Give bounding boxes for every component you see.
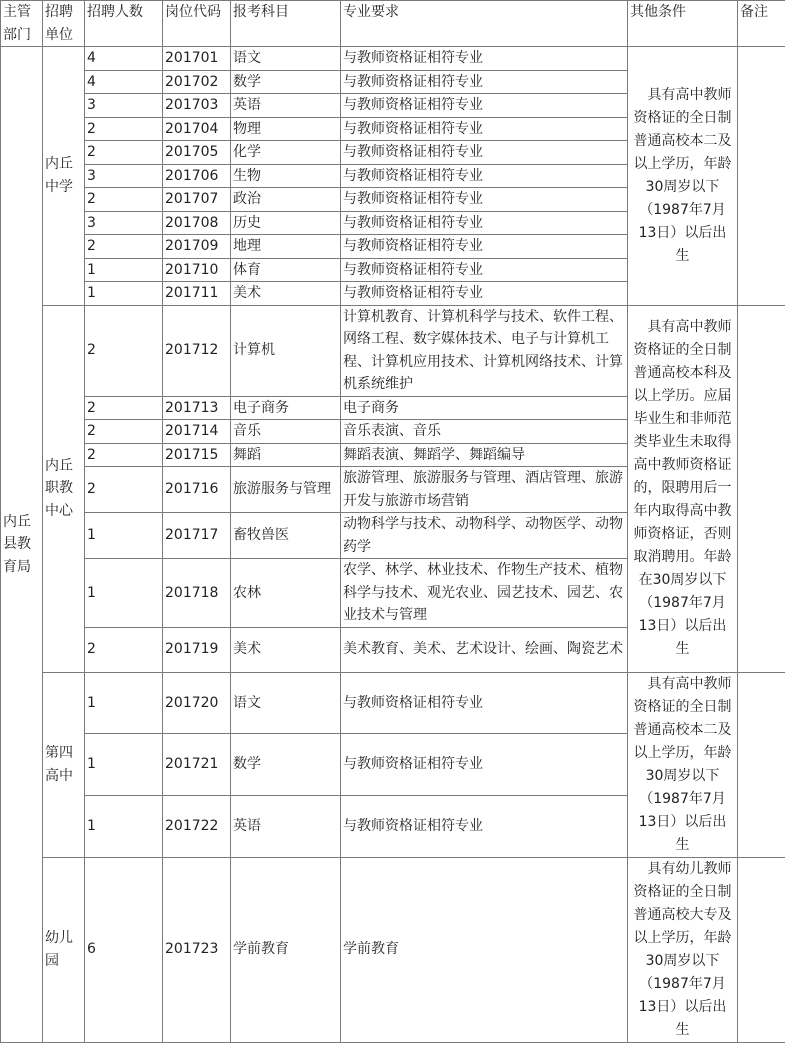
subject-cell: 语文 bbox=[231, 672, 341, 734]
major-cell: 与教师资格证相符专业 bbox=[341, 258, 628, 282]
major-cell: 与教师资格证相符专业 bbox=[341, 94, 628, 118]
dept-cell: 内丘 县教 育局 bbox=[1, 47, 43, 1043]
major-cell: 与教师资格证相符专业 bbox=[341, 47, 628, 71]
header-dept: 主管 部门 bbox=[1, 1, 43, 47]
code-cell: 201706 bbox=[163, 164, 231, 188]
unit-name-cell: 内丘 职教 中心 bbox=[43, 305, 85, 672]
count-cell: 2 bbox=[85, 235, 163, 259]
count-cell: 2 bbox=[85, 188, 163, 212]
subject-cell: 数学 bbox=[231, 70, 341, 94]
subject-cell: 历史 bbox=[231, 211, 341, 235]
count-cell: 3 bbox=[85, 164, 163, 188]
major-cell: 与教师资格证相符专业 bbox=[341, 141, 628, 165]
code-cell: 201719 bbox=[163, 627, 231, 672]
subject-cell: 英语 bbox=[231, 94, 341, 118]
code-cell: 201704 bbox=[163, 117, 231, 141]
code-cell: 201711 bbox=[163, 282, 231, 306]
major-cell: 旅游管理、旅游服务与管理、酒店管理、旅游开发与旅游市场营销 bbox=[341, 467, 628, 513]
table-row bbox=[1, 47, 785, 71]
major-cell: 与教师资格证相符专业 bbox=[341, 672, 628, 734]
code-cell: 201703 bbox=[163, 94, 231, 118]
count-cell: 1 bbox=[85, 258, 163, 282]
count-cell: 2 bbox=[85, 305, 163, 396]
major-cell: 电子商务 bbox=[341, 396, 628, 420]
count-cell: 3 bbox=[85, 211, 163, 235]
condition-cell: 具有高中教师资格证的全日制普通高校本科及以上学历。应届毕业生和非师范类毕业生未取得高中教师资格证的，限聘用后一年内取得高中教师资格证，否则取消聘用。年龄在30周岁以下（1987年7月13日）以后出生 bbox=[628, 305, 738, 672]
code-cell: 201707 bbox=[163, 188, 231, 212]
subject-cell: 地理 bbox=[231, 235, 341, 259]
major-cell: 计算机教育、计算机科学与技术、软件工程、网络工程、数字媒体技术、电子与计算机工程、计算机应用技术、计算机网络技术、计算机系统维护 bbox=[341, 305, 628, 396]
header-row bbox=[1, 1, 785, 47]
subject-cell: 美术 bbox=[231, 282, 341, 306]
table-body bbox=[1, 1, 785, 1043]
remark-cell bbox=[738, 305, 785, 672]
count-cell: 1 bbox=[85, 513, 163, 559]
subject-cell: 旅游服务与管理 bbox=[231, 467, 341, 513]
count-cell: 2 bbox=[85, 396, 163, 420]
unit-name-cell: 内丘 中学 bbox=[43, 47, 85, 306]
major-cell: 与教师资格证相符专业 bbox=[341, 188, 628, 212]
subject-cell: 畜牧兽医 bbox=[231, 513, 341, 559]
remark-cell bbox=[738, 857, 785, 1042]
header-unit: 招聘 单位 bbox=[43, 1, 85, 47]
count-cell: 1 bbox=[85, 672, 163, 734]
count-cell: 4 bbox=[85, 70, 163, 94]
subject-cell: 电子商务 bbox=[231, 396, 341, 420]
table-row bbox=[1, 857, 785, 1042]
count-cell: 2 bbox=[85, 141, 163, 165]
code-cell: 201721 bbox=[163, 734, 231, 796]
code-cell: 201717 bbox=[163, 513, 231, 559]
count-cell: 2 bbox=[85, 420, 163, 444]
subject-cell: 语文 bbox=[231, 47, 341, 71]
major-cell: 与教师资格证相符专业 bbox=[341, 117, 628, 141]
major-cell: 与教师资格证相符专业 bbox=[341, 70, 628, 94]
code-cell: 201710 bbox=[163, 258, 231, 282]
count-cell: 1 bbox=[85, 734, 163, 796]
header-count: 招聘人数 bbox=[85, 1, 163, 47]
condition-cell: 具有高中教师资格证的全日制普通高校本二及以上学历，年龄30周岁以下（1987年7月13日）以后出生 bbox=[628, 672, 738, 857]
subject-cell: 体育 bbox=[231, 258, 341, 282]
header-major: 专业要求 bbox=[341, 1, 628, 47]
major-cell: 与教师资格证相符专业 bbox=[341, 734, 628, 796]
count-cell: 2 bbox=[85, 443, 163, 467]
count-cell: 2 bbox=[85, 627, 163, 672]
code-cell: 201709 bbox=[163, 235, 231, 259]
table-row bbox=[1, 305, 785, 396]
code-cell: 201702 bbox=[163, 70, 231, 94]
subject-cell: 农林 bbox=[231, 559, 341, 628]
subject-cell: 物理 bbox=[231, 117, 341, 141]
code-cell: 201713 bbox=[163, 396, 231, 420]
remark-cell bbox=[738, 672, 785, 857]
count-cell: 1 bbox=[85, 559, 163, 628]
header-other: 其他条件 bbox=[628, 1, 738, 47]
major-cell: 农学、林学、林业技术、作物生产技术、植物科学与技术、观光农业、园艺技术、园艺、农业技术与管理 bbox=[341, 559, 628, 628]
subject-cell: 美术 bbox=[231, 627, 341, 672]
count-cell: 1 bbox=[85, 795, 163, 857]
major-cell: 舞蹈表演、舞蹈学、舞蹈编导 bbox=[341, 443, 628, 467]
major-cell: 音乐表演、音乐 bbox=[341, 420, 628, 444]
header-code: 岗位代码 bbox=[163, 1, 231, 47]
subject-cell: 化学 bbox=[231, 141, 341, 165]
unit-name-cell: 幼儿 园 bbox=[43, 857, 85, 1042]
major-cell: 学前教育 bbox=[341, 857, 628, 1042]
code-cell: 201723 bbox=[163, 857, 231, 1042]
code-cell: 201712 bbox=[163, 305, 231, 396]
code-cell: 201720 bbox=[163, 672, 231, 734]
major-cell: 与教师资格证相符专业 bbox=[341, 795, 628, 857]
unit-name-cell: 第四 高中 bbox=[43, 672, 85, 857]
condition-cell: 具有高中教师资格证的全日制普通高校本二及以上学历，年龄30周岁以下（1987年7月13日）以后出生 bbox=[628, 47, 738, 306]
count-cell: 1 bbox=[85, 282, 163, 306]
major-cell: 与教师资格证相符专业 bbox=[341, 211, 628, 235]
header-subject: 报考科目 bbox=[231, 1, 341, 47]
subject-cell: 音乐 bbox=[231, 420, 341, 444]
count-cell: 6 bbox=[85, 857, 163, 1042]
code-cell: 201708 bbox=[163, 211, 231, 235]
code-cell: 201705 bbox=[163, 141, 231, 165]
count-cell: 2 bbox=[85, 467, 163, 513]
remark-cell bbox=[738, 47, 785, 306]
major-cell: 动物科学与技术、动物科学、动物医学、动物药学 bbox=[341, 513, 628, 559]
subject-cell: 数学 bbox=[231, 734, 341, 796]
code-cell: 201715 bbox=[163, 443, 231, 467]
count-cell: 3 bbox=[85, 94, 163, 118]
major-cell: 与教师资格证相符专业 bbox=[341, 282, 628, 306]
subject-cell: 学前教育 bbox=[231, 857, 341, 1042]
condition-cell: 具有幼儿教师资格证的全日制普通高校大专及以上学历，年龄30周岁以下（1987年7月13日）以后出生 bbox=[628, 857, 738, 1042]
code-cell: 201716 bbox=[163, 467, 231, 513]
code-cell: 201722 bbox=[163, 795, 231, 857]
count-cell: 2 bbox=[85, 117, 163, 141]
major-cell: 与教师资格证相符专业 bbox=[341, 164, 628, 188]
subject-cell: 计算机 bbox=[231, 305, 341, 396]
header-remark: 备注 bbox=[738, 1, 785, 47]
major-cell: 美术教育、美术、艺术设计、绘画、陶瓷艺术 bbox=[341, 627, 628, 672]
subject-cell: 生物 bbox=[231, 164, 341, 188]
code-cell: 201701 bbox=[163, 47, 231, 71]
subject-cell: 政治 bbox=[231, 188, 341, 212]
major-cell: 与教师资格证相符专业 bbox=[341, 235, 628, 259]
count-cell: 4 bbox=[85, 47, 163, 71]
subject-cell: 英语 bbox=[231, 795, 341, 857]
subject-cell: 舞蹈 bbox=[231, 443, 341, 467]
table-row bbox=[1, 672, 785, 734]
code-cell: 201718 bbox=[163, 559, 231, 628]
code-cell: 201714 bbox=[163, 420, 231, 444]
